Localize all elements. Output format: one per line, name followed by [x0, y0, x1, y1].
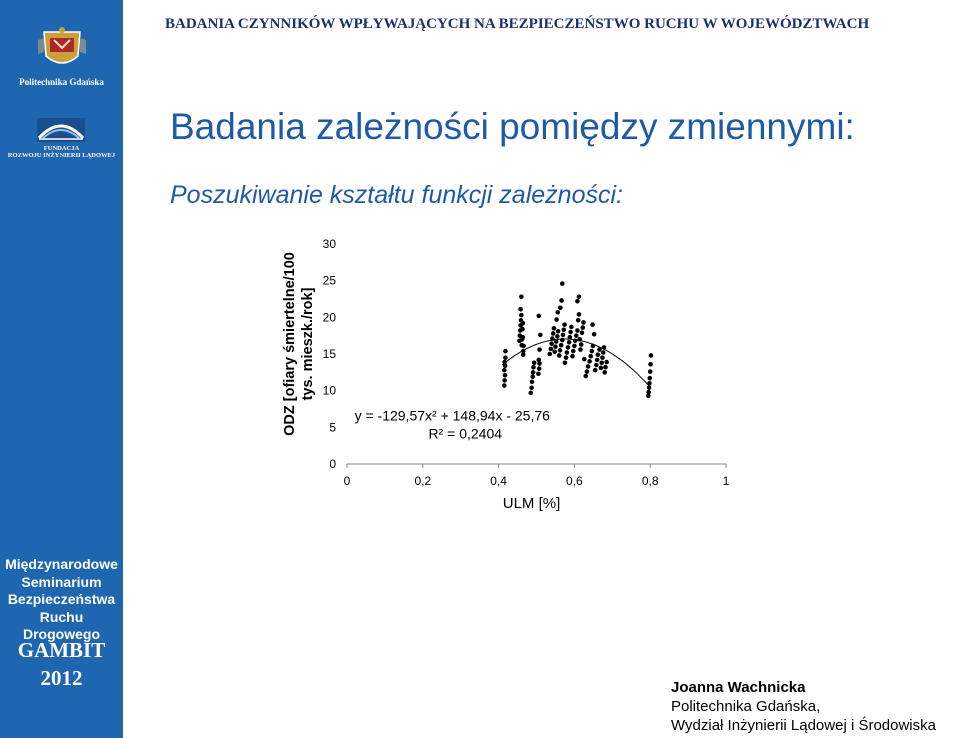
data-point: [531, 365, 536, 370]
slide-title: Badania zależności pomiędzy zmiennymi:: [170, 106, 855, 147]
data-point: [529, 385, 534, 390]
data-point: [520, 327, 525, 332]
seminar-line: Bezpieczeństwa: [7, 591, 116, 607]
data-point: [593, 368, 598, 373]
data-point: [580, 330, 585, 335]
data-point: [579, 342, 584, 347]
data-point: [602, 345, 607, 350]
data-point: [502, 360, 507, 365]
data-point: [572, 344, 577, 349]
data-point: [503, 373, 508, 378]
seminar-line: Seminarium: [21, 573, 102, 590]
x-tick-label: 0,6: [566, 474, 583, 488]
politechnika-logo-label: Politechnika Gdańska: [19, 77, 104, 87]
fundacja-logo-label-2: ROZWOJU INŻYNIERII LĄDOWEJ: [7, 152, 116, 159]
data-point: [503, 349, 508, 354]
data-point: [599, 366, 604, 371]
data-point: [562, 322, 567, 327]
data-point: [577, 312, 582, 317]
y-axis-label: ODZ [ofiary śmiertelne/100 tys. mieszk./rok]: [282, 252, 316, 436]
data-point: [592, 332, 597, 337]
data-point: [646, 390, 651, 395]
data-point: [647, 385, 652, 390]
seminar-line: Ruchu Drogowego: [23, 608, 100, 642]
data-point: [568, 330, 573, 335]
data-point: [590, 349, 595, 354]
data-point: [570, 354, 575, 359]
data-point: [553, 344, 558, 349]
data-point: [565, 350, 570, 355]
data-point: [648, 376, 653, 381]
data-point: [547, 352, 552, 357]
x-tick-label: 0,4: [490, 474, 507, 488]
data-point: [647, 381, 652, 386]
data-point: [587, 359, 592, 364]
politechnika-crest-logo: [34, 26, 90, 72]
event-year: 2012: [40, 666, 83, 690]
data-point: [529, 391, 534, 396]
data-point: [555, 310, 560, 315]
event-name: GAMBIT: [17, 638, 106, 662]
data-point: [502, 383, 507, 388]
header-title: BADANIA CZYNNIKÓW WPŁYWAJĄCYCH NA BEZPIECZEŃSTWO RUCHU W WOJEWÓDZTWACH: [165, 16, 870, 32]
data-point: [537, 366, 542, 371]
data-point: [555, 334, 560, 339]
x-tick-label: 0,2: [414, 474, 432, 488]
seminar-name: [0, 556, 123, 644]
data-point: [601, 350, 606, 355]
data-point: [567, 340, 572, 345]
data-point: [566, 345, 571, 350]
data-point: [559, 298, 564, 303]
x-axis-label: ULM [%]: [502, 495, 561, 512]
scatter-chart: [270, 230, 740, 520]
data-point: [503, 355, 508, 360]
data-point: [591, 344, 596, 349]
data-point: [564, 355, 569, 360]
data-point: [530, 374, 535, 379]
y-tick-label: 15: [322, 347, 336, 361]
data-point: [580, 325, 585, 330]
author-block: [671, 678, 936, 735]
data-point: [588, 354, 593, 359]
data-point: [531, 370, 536, 375]
data-point: [597, 347, 602, 352]
data-point: [521, 344, 526, 349]
data-point: [559, 343, 564, 348]
data-point: [549, 347, 554, 352]
data-point: [573, 339, 578, 344]
data-point: [603, 365, 608, 370]
data-point: [563, 361, 568, 366]
fundacja-bridge-logo: [35, 116, 87, 144]
data-point: [557, 353, 562, 358]
data-point: [519, 295, 524, 300]
trendline-r-squared: R² = 0,2404: [428, 425, 503, 442]
data-point: [561, 333, 566, 338]
data-point: [561, 328, 566, 333]
event-logo: [0, 636, 123, 692]
author-affiliation-2: Wydział Inżynierii Lądowej i Środowiska: [671, 717, 936, 734]
data-point: [648, 362, 653, 367]
y-tick-label: 20: [322, 310, 336, 325]
data-point: [551, 331, 556, 336]
y-tick-label: 0: [329, 457, 336, 471]
data-point: [569, 325, 574, 330]
data-point: [575, 299, 580, 304]
data-point: [554, 339, 559, 344]
y-tick-label: 10: [322, 383, 336, 398]
data-point: [581, 320, 586, 325]
data-point: [502, 378, 507, 383]
x-tick-label: 0,8: [641, 474, 659, 488]
data-point: [578, 347, 583, 352]
data-point: [521, 352, 526, 357]
data-point: [519, 313, 524, 318]
data-point: [590, 322, 595, 327]
data-point: [585, 369, 590, 374]
author-name: Joanna Wachnicka: [671, 679, 806, 696]
author-affiliation-1: Politechnika Gdańska,: [671, 698, 821, 715]
data-point: [583, 374, 588, 379]
data-point: [530, 380, 535, 385]
data-point: [558, 306, 563, 311]
data-point: [596, 352, 601, 357]
data-point: [536, 314, 541, 319]
x-tick-label: 1: [722, 474, 730, 488]
x-tick-label: 0: [343, 474, 351, 488]
data-point: [550, 336, 555, 341]
data-point: [560, 281, 565, 286]
data-point: [575, 328, 580, 333]
data-point: [560, 338, 565, 343]
data-point: [558, 348, 563, 353]
data-point: [568, 335, 573, 340]
data-point: [554, 317, 559, 322]
data-point: [538, 333, 543, 338]
y-tick-label: 25: [322, 273, 336, 288]
data-point: [521, 321, 526, 326]
data-point: [649, 353, 654, 358]
data-point: [552, 350, 557, 355]
data-point: [536, 358, 541, 363]
slide-subtitle: Poszukiwanie kształtu funkcji zależności:: [170, 181, 623, 209]
data-point: [537, 347, 542, 352]
data-point: [594, 363, 599, 368]
data-point: [582, 357, 587, 362]
data-point: [502, 368, 507, 373]
fundacja-logo-label-1: FUNDACJA: [43, 145, 80, 152]
data-point: [556, 329, 561, 334]
data-point: [521, 335, 526, 340]
data-point: [602, 370, 607, 375]
data-point: [518, 307, 523, 312]
data-point: [536, 372, 541, 377]
data-point: [599, 361, 604, 366]
data-point: [574, 333, 579, 338]
data-point: [577, 295, 582, 300]
data-point: [549, 341, 554, 346]
trendline-equation: y = -129,57x² + 148,94x - 25,76: [354, 407, 550, 424]
data-point: [552, 326, 557, 331]
data-point: [600, 355, 605, 360]
data-point: [576, 318, 581, 323]
data-point: [648, 369, 653, 374]
y-tick-label: 5: [329, 420, 336, 435]
data-point: [577, 337, 582, 342]
data-point: [532, 361, 537, 366]
seminar-line: Międzynarodowe: [5, 556, 118, 572]
data-point: [604, 360, 609, 365]
data-point: [586, 364, 591, 369]
y-tick-label: 30: [322, 237, 336, 251]
sidebar: [0, 0, 123, 738]
data-point: [595, 358, 600, 363]
data-point: [571, 349, 576, 354]
